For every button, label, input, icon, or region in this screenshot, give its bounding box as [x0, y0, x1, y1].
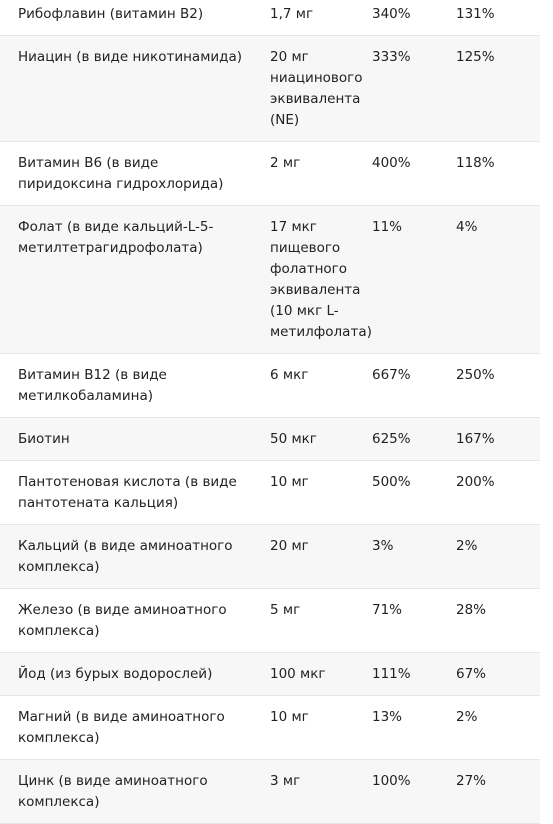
nutrient-name: Железо (в виде аминоатного комплекса) [0, 589, 262, 653]
table-row [0, 696, 540, 760]
nutrient-name: Витамин B12 (в виде метилкобаламина) [0, 354, 262, 418]
nutrient-percent-2: 27% [452, 760, 540, 824]
nutrient-percent-1: 71% [366, 589, 452, 653]
nutrient-percent-2: 67% [452, 653, 540, 696]
nutrient-percent-1: 333% [366, 36, 452, 142]
nutrient-percent-2: 2% [452, 525, 540, 589]
nutrient-amount: 2 мг [262, 142, 366, 206]
nutrient-percent-1: 625% [366, 418, 452, 461]
nutrient-amount: 17 мкг пищевого фолатного эквивалента (10 мкг L-метилфолата) [262, 206, 366, 354]
nutrient-percent-2: 125% [452, 36, 540, 142]
table-row [0, 589, 540, 653]
nutrient-percent-2: 200% [452, 461, 540, 525]
nutrient-percent-1: 111% [366, 653, 452, 696]
table-row [0, 760, 540, 824]
nutrient-percent-1: 3% [366, 525, 452, 589]
nutrient-name: Рибофлавин (витамин B2) [0, 0, 262, 36]
nutrient-name: Ниацин (в виде никотинамида) [0, 36, 262, 142]
table-row [0, 525, 540, 589]
nutrient-name: Кальций (в виде аминоатного комплекса) [0, 525, 262, 589]
nutrient-amount: 3 мг [262, 760, 366, 824]
nutrient-percent-1: 11% [366, 206, 452, 354]
nutrient-percent-2: 118% [452, 142, 540, 206]
nutrient-name: Витамин B6 (в виде пиридоксина гидрохлорида) [0, 142, 262, 206]
table-row [0, 206, 540, 354]
nutrient-name: Фолат (в виде кальций-L-5-метилтетрагидрофолата) [0, 206, 262, 354]
nutrient-amount: 20 мг [262, 525, 366, 589]
table-row [0, 653, 540, 696]
nutrient-name: Пантотеновая кислота (в виде пантотената кальция) [0, 461, 262, 525]
nutrient-amount: 20 мг ниацинового эквивалента (NE) [262, 36, 366, 142]
nutrient-amount: 10 мг [262, 696, 366, 760]
nutrient-percent-2: 167% [452, 418, 540, 461]
nutrient-amount: 6 мкг [262, 354, 366, 418]
nutrient-name: Цинк (в виде аминоатного комплекса) [0, 760, 262, 824]
nutrient-percent-1: 667% [366, 354, 452, 418]
nutrient-percent-1: 100% [366, 760, 452, 824]
nutrient-percent-2: 2% [452, 696, 540, 760]
nutrient-percent-1: 400% [366, 142, 452, 206]
nutrient-percent-1: 340% [366, 0, 452, 36]
nutrient-amount: 5 мг [262, 589, 366, 653]
nutrient-amount: 10 мг [262, 461, 366, 525]
nutrient-percent-2: 4% [452, 206, 540, 354]
table-row [0, 461, 540, 525]
table-row [0, 142, 540, 206]
table-row [0, 418, 540, 461]
nutrient-amount: 100 мкг [262, 653, 366, 696]
nutrient-amount: 1,7 мг [262, 0, 366, 36]
table-row [0, 354, 540, 418]
nutrient-name: Биотин [0, 418, 262, 461]
table-row [0, 36, 540, 142]
nutrient-percent-2: 131% [452, 0, 540, 36]
nutrient-percent-2: 28% [452, 589, 540, 653]
nutrient-percent-2: 250% [452, 354, 540, 418]
nutrient-name: Йод (из бурых водорослей) [0, 653, 262, 696]
nutrient-amount: 50 мкг [262, 418, 366, 461]
nutrient-percent-1: 13% [366, 696, 452, 760]
nutrient-percent-1: 500% [366, 461, 452, 525]
table-row [0, 0, 540, 36]
nutrient-name: Магний (в виде аминоатного комплекса) [0, 696, 262, 760]
